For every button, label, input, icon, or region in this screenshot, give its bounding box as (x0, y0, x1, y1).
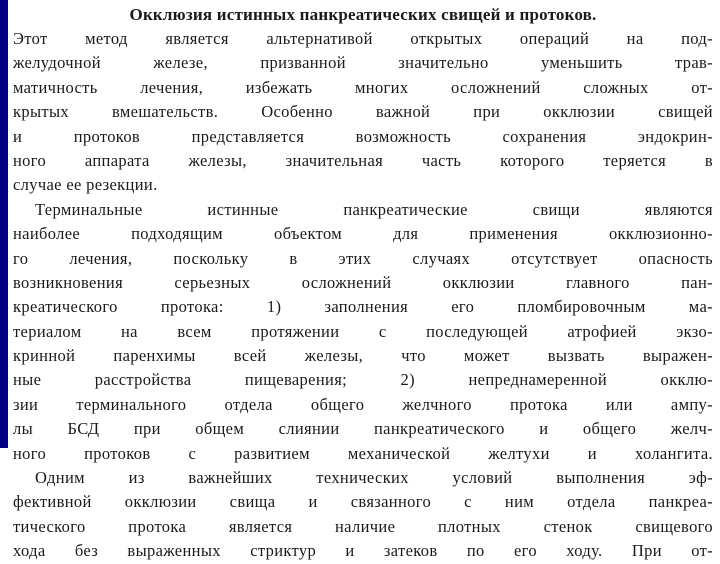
text-line: зии терминального отдела общего желчного протока или ампу- (13, 394, 713, 414)
text-line: го лечения, поскольку в этих случаях отсутствует опасность (13, 248, 713, 268)
text-line: кринной паренхимы всей железы, что может вызвать выражен- (13, 346, 713, 366)
text-line: наиболее подходящим объектом для применения окклюзионно- (13, 224, 713, 244)
text-line: Терминальные истинные панкреатические свищи являются (35, 199, 713, 219)
document-page (13, 3, 713, 561)
text-line: ного аппарата железы, значительная часть которого теряется в (13, 150, 713, 170)
text-line: возникновения серьезных осложнений окклюзии главного пан- (13, 272, 713, 292)
left-accent-bar (0, 0, 8, 448)
text-line: крытых вмешательств. Особенно важной при окклюзии свищей (13, 102, 713, 122)
text-line: хода без выраженных стриктур и затеков по его ходу. При от- (13, 541, 713, 561)
text-line: креатического протока: 1) заполнения его пломбировочным ма- (13, 297, 713, 317)
text-line: матичность лечения, избежать многих осложнений сложных от- (13, 77, 713, 97)
section-title: Окклюзия истинных панкреатических свищей и протоков. (129, 5, 597, 24)
text-line: желудочной железе, призванной значительно уменьшить трав- (13, 53, 713, 73)
body-text (13, 27, 713, 564)
text-line: фективной окклюзии свища и связанного с ним отдела панкреа- (13, 492, 713, 512)
text-line: тического протока является наличие плотных стенок свищевого (13, 516, 713, 536)
text-line: и протоков представляется возможность сохранения эндокрин- (13, 126, 713, 146)
text-line: Этот метод является альтернативой открытых операций на под- (13, 29, 713, 48)
text-line: ного протоков с развитием механической желтухи и холангита. (13, 443, 713, 463)
text-line: Одним из важнейших технических условий выполнения эф- (35, 468, 713, 488)
text-line: случае ее резекции. (13, 175, 158, 195)
text-line: ные расстройства пищеварения; 2) непреднамеренной окклю- (13, 370, 713, 390)
text-line: лы БСД при общем слиянии панкреатического и общего желч- (13, 419, 713, 439)
text-line: териалом на всем протяжении с последующей атрофией экзо- (13, 321, 713, 341)
